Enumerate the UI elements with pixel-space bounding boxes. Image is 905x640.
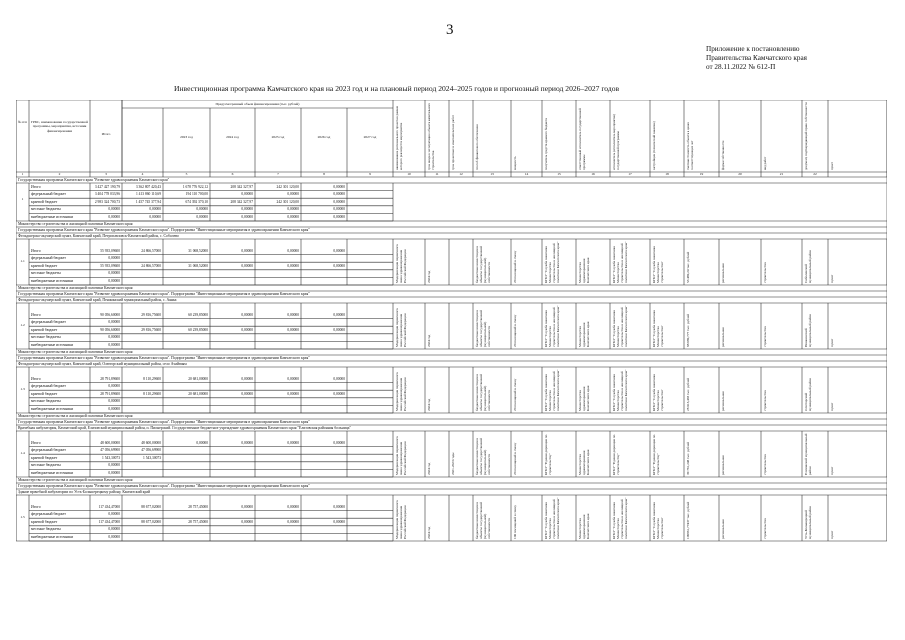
attribute-vertical-text: строительство (763, 262, 767, 283)
amount-value: 55 935,09600 (100, 263, 120, 268)
amount-value: 0,00000 (287, 391, 299, 396)
amount-value: 48 600,00000 (100, 440, 120, 445)
amount-value: 0,00000 (241, 391, 253, 396)
source-label: краевой бюджет (31, 199, 58, 204)
page-number: 3 (446, 22, 454, 38)
amount-value: 28 791,89600 (100, 391, 120, 396)
attribute-vertical-text: региональная (721, 519, 725, 539)
attribute-vertical-text: региональная (721, 327, 725, 347)
amount-value: 0,00000 (241, 440, 253, 445)
amount-value: 60 239,85000 (188, 327, 208, 332)
amount-value: 0,00000 (333, 504, 345, 509)
source-label: федеральный бюджет (31, 192, 66, 197)
row-no: 1.5 (20, 515, 25, 519)
attribute-vertical-text: 2024 год (427, 526, 431, 539)
header-vertical-label: исполнитель (исполнитель мероприятия) государственной программы (612, 114, 621, 170)
attribute-vertical-text: строительство (763, 326, 767, 347)
amount-value: 0,00000 (241, 192, 253, 197)
amount-value: 0,00000 (333, 215, 345, 219)
attribute-vertical-text: бюджетные инвестиции в объекты государственной (муниципальной) собственности (475, 437, 492, 475)
attribute-vertical-text: 88 689,777 тыс. рублей (686, 313, 690, 347)
attribute-vertical-text: пункт (830, 530, 834, 539)
amount-value: 0,00000 (333, 440, 345, 445)
amount-value: 0,00000 (149, 207, 161, 212)
header-vertical-label: срок проектных и изыскательских работ (451, 115, 455, 170)
column-number: 2 (58, 172, 61, 176)
column-number: 20 (738, 172, 742, 176)
amount-value: 0,00000 (333, 376, 345, 381)
header-year: 2026 год (317, 135, 331, 139)
appendix-line: Правительства Камчатского края (706, 54, 807, 62)
amount-value: 117 434,47000 (98, 519, 120, 524)
amount-value: 208 342 327,97 (230, 184, 253, 189)
amount-value: 47 056,69900 (141, 448, 161, 453)
attribute-vertical-text: КГКУ "Единая дирекция по строительству" (652, 434, 661, 475)
source-label: внебюджетные источники (31, 215, 74, 219)
attribute-vertical-text: Модернизация первичного звена здравоохранения Российской Федерации (395, 244, 408, 283)
amount-value: 0,00000 (108, 512, 120, 517)
amount-value: 0,00000 (241, 263, 253, 268)
attribute-vertical-text: Пенжинский муниципальный район (804, 314, 813, 347)
object-title: Фельдшерско-акушерский пункт, Камчатский край, Олюторский муниципальный район, село Ачайваям (18, 361, 187, 366)
amount-value: 28 757,45000 (188, 519, 208, 524)
amount-value: 1 543,30073 (143, 455, 161, 460)
attribute-vertical-text: Соболевский муниципальный район (804, 250, 813, 283)
amount-value: 28 791,89600 (100, 376, 120, 381)
amount-value: 20 681,00000 (188, 376, 208, 381)
amount-value: 0,00000 (287, 519, 299, 524)
amount-value: 0,00000 (108, 335, 120, 340)
attribute-vertical-text: 28 013,493 тыс. рублей (686, 377, 690, 411)
amount-value: 0,00000 (333, 327, 345, 332)
header-vertical-label: застройщик (технический заказчик) (652, 121, 656, 170)
amount-value: 0,00000 (196, 207, 208, 212)
amount-value: 0,00000 (108, 527, 120, 532)
attribute-vertical-text: бюджетные инвестиции в объекты государственной (муниципальной) собственности (475, 245, 492, 283)
amount-value: 3 427 427 190,79 (94, 184, 120, 189)
attribute-vertical-text: 20 посещений в смену (513, 378, 517, 411)
column-number: 12 (459, 172, 463, 176)
amount-value: 0,00000 (149, 215, 161, 219)
attribute-vertical-text: КГКУ "Служба заказчика Министерства строительства и жилищной политики Камчатского края" (544, 241, 561, 283)
subprogram-title: Государственная программа Камчатского края "Развитие здравоохранения Камчатского края". Подпрограмма "Инвестиционные мероприятия в здравоохранении Камчатского края" (18, 227, 310, 232)
attribute-vertical-text: строительство (763, 390, 767, 411)
amount-value: 60 239,85000 (188, 312, 208, 317)
amount-value: 8 110,29600 (143, 376, 161, 381)
amount-value: 29 816,75600 (141, 327, 161, 332)
amount-value: 194 110 700,00 (185, 192, 208, 197)
amount-value: 117 434,47000 (98, 504, 120, 509)
attribute-vertical-text: Модернизация первичного звена здравоохранения Российской Федерации (395, 308, 408, 347)
source-label: федеральный бюджет (31, 384, 66, 389)
attribute-vertical-text: КГКУ "Служба заказчика Министерства строительства и жилищной политики Камчатского края" (544, 369, 561, 411)
attribute-vertical-text: 109961,77437 тыс. рублей (686, 501, 690, 539)
column-number: 7 (277, 172, 279, 176)
source-label: краевой бюджет (31, 327, 58, 332)
amount-value: 0,00000 (241, 312, 253, 317)
object-title: Врачебная амбулатория, Камчатский край, Елизовский муниципальный район, п. Пионерский. Государственное бюджетное учреждение здравоохранения Камчатского края "Елизовская районная больница" (18, 425, 351, 430)
attribute-vertical-text: Министерство здравоохранения Камчатского края (578, 513, 591, 539)
amount-value: 0,00000 (108, 279, 120, 283)
amount-value: 0,00000 (287, 215, 299, 219)
attribute-vertical-text: КГКУ "Единая дирекция по строительству" (544, 434, 553, 475)
header-no: № п/п (18, 120, 27, 124)
attribute-vertical-text: Усть-Большерецкий муниципальный район (804, 506, 813, 539)
column-number: 6 (231, 172, 234, 176)
attribute-vertical-text: КГКУ "Служба заказчика Министерства строительства и жилищной политики Камчатского края" (612, 369, 629, 411)
amount-value: 0,00000 (287, 263, 299, 268)
amount-value: 0,00000 (333, 263, 345, 268)
amount-value: 90 056,60000 (100, 327, 120, 332)
header-vertical-label: ответственный исполнитель государственной программы (578, 108, 587, 170)
object-title: Здание врачебной амбулатории по Усть-Большерецкому району, Камчатский край (18, 489, 151, 494)
amount-value: 47 056,69900 (100, 448, 120, 453)
attribute-vertical-text: 53 469,24 тыс. рублей (686, 251, 690, 283)
amount-value: 28 757,45000 (188, 504, 208, 509)
header-financing-group: Предусмотренный объем финансирования (тыс. рублей) (215, 102, 300, 106)
amount-value: 0,00000 (287, 248, 299, 253)
amount-value: 31 068,52000 (188, 248, 208, 253)
amount-value: 24 866,57000 (141, 248, 161, 253)
attribute-vertical-text: бюджетные инвестиции в объекты государственной (муниципальной) собственности (475, 309, 492, 347)
ministry-label: Министерство строительства и жилищной политики Камчатского края (18, 349, 133, 354)
source-label: Итого (31, 184, 41, 189)
amount-value: 0,00000 (287, 376, 299, 381)
header-vertical-label: документ, подтверждающий право собственности (804, 102, 808, 170)
amount-value: 242 301 120,00 (276, 184, 299, 189)
attribute-vertical-text: КГКУ "Служба заказчика Министерства строительства" (652, 374, 665, 411)
attribute-vertical-text: Елизовский муниципальный район (804, 433, 813, 475)
attribute-vertical-text: 39 761,248 тыс. рублей (686, 441, 690, 475)
attribute-vertical-text: Министерство здравоохранения Камчатского края (578, 321, 591, 347)
column-number: 16 (591, 172, 595, 176)
amount-value: 31 068,52000 (188, 263, 208, 268)
ministry-label: Министерство строительства и жилищной политики Камчатского края (18, 221, 133, 226)
amount-value: 0,00000 (333, 391, 345, 396)
amount-value: 0,00000 (196, 215, 208, 219)
amount-value: 0,00000 (108, 471, 120, 475)
source-label: краевой бюджет (31, 391, 58, 396)
amount-value: 0,00000 (241, 376, 253, 381)
amount-value: 8 110,29600 (143, 391, 161, 396)
amount-value: 0,00000 (241, 215, 253, 219)
subprogram-title: Государственная программа Камчатского края "Развитие здравоохранения Камчатского края". Подпрограмма "Инвестиционные мероприятия в здравоохранении Камчатского края" (18, 483, 310, 488)
attribute-vertical-text: КГКУ "Служба заказчика Министерства строительства" (652, 502, 665, 539)
amount-value: 0,00000 (241, 519, 253, 524)
attribute-vertical-text: КГКУ "Служба заказчика Министерства строительства и жилищной политики Камчатского края" (612, 241, 629, 283)
header-year: 2027 год (363, 135, 377, 139)
appendix-block (706, 45, 807, 72)
amount-value: 0,00000 (287, 312, 299, 317)
ministry-label: Министерство строительства и жилищной политики Камчатского края (18, 285, 133, 290)
column-number: 11 (435, 172, 439, 176)
attribute-vertical-text: 100 посещений в смену (513, 504, 517, 539)
amount-value: 0,00000 (287, 192, 299, 197)
header-vertical-label: пункт (830, 162, 834, 170)
attribute-vertical-text: Министерство здравоохранения Камчатского края (578, 449, 591, 475)
column-number: 17 (628, 172, 632, 176)
header-vertical-label: наименование регионального проекта в рамках которого реализуется мероприятие (395, 105, 404, 170)
amount-value: 0,00000 (287, 440, 299, 445)
source-label: местные бюджеты (31, 527, 61, 532)
amount-value: 0,00000 (108, 535, 120, 539)
source-label: Итого (31, 312, 41, 317)
amount-value: 24 866,57000 (141, 263, 161, 268)
column-number: 4 (141, 172, 144, 176)
attribute-vertical-text: КГКУ "Служба заказчика Министерства строительства" (652, 246, 665, 283)
amount-value: 0,00000 (333, 199, 345, 204)
attribute-vertical-text: региональная (721, 455, 725, 475)
amount-value: 0,00000 (287, 327, 299, 332)
source-label: федеральный бюджет (31, 256, 66, 261)
attribute-vertical-text: 2021-2023 годы (451, 452, 455, 475)
amount-value: 3 362 807 420,43 (135, 184, 161, 189)
amount-value: 88 677,02000 (141, 519, 161, 524)
source-label: внебюджетные источники (31, 343, 74, 347)
amount-value: 0,00000 (241, 504, 253, 509)
amount-value: 0,00000 (108, 399, 120, 404)
source-label: федеральный бюджет (31, 448, 66, 453)
header-vertical-label: форма собственности (721, 140, 725, 170)
amount-value: 1 413 860 110,69 (135, 192, 161, 197)
amount-value: 0,00000 (196, 440, 208, 445)
source-label: краевой бюджет (31, 455, 58, 460)
column-number: 18 (665, 172, 669, 176)
row-no: 1.2 (20, 323, 25, 327)
amount-value: 0,00000 (108, 320, 120, 325)
source-label: краевой бюджет (31, 519, 58, 524)
column-number: 15 (557, 172, 561, 176)
source-label: внебюджетные источники (31, 279, 74, 283)
attribute-vertical-text: Министерство здравоохранения Камчатского края (578, 257, 591, 283)
subprogram-title: Государственная программа Камчатского края "Развитие здравоохранения Камчатского края". Подпрограмма "Инвестиционные мероприятия в здравоохранении Камчатского края" (18, 355, 310, 360)
column-number: 5 (185, 172, 188, 176)
attribute-vertical-text: пункт (830, 338, 834, 347)
attribute-vertical-text: строительство (763, 454, 767, 475)
source-label: федеральный бюджет (31, 320, 66, 325)
attribute-vertical-text: Модернизация первичного звена здравоохранения Российской Федерации (395, 500, 408, 539)
attribute-vertical-text: строительство (763, 518, 767, 539)
header-name: ГРБС, наименование государственной программы, мероприятия, источник финансирования (31, 120, 88, 133)
attribute-vertical-text: пункт (830, 274, 834, 283)
source-label: Итого (31, 248, 41, 253)
attribute-vertical-text: КГКУ "Служба заказчика Министерства строительства и жилищной политики Камчатского края" (544, 497, 561, 539)
attribute-vertical-text: КГКУ "Служба заказчика Министерства строительства и жилищной политики Камчатского края" (612, 497, 629, 539)
header-year: 2023 год (180, 135, 193, 139)
source-label: местные бюджеты (31, 271, 61, 276)
header-vertical-label: вид работ (763, 156, 767, 170)
attribute-vertical-text: КГКУ "Единая дирекция по строительству" (612, 434, 621, 475)
amount-value: 29 816,75600 (141, 312, 161, 317)
column-number: 3 (105, 172, 107, 176)
header-vertical-label: мощность (513, 156, 517, 170)
amount-value: 0,00000 (333, 312, 345, 317)
column-number: 22 (813, 172, 817, 176)
amount-value: 0,00000 (287, 207, 299, 212)
appendix-line: от 28.11.2022 № 612-П (706, 63, 776, 71)
row-no: 1.1 (20, 259, 25, 263)
amount-value: 0,00000 (241, 207, 253, 212)
amount-value: 0,00000 (108, 407, 120, 411)
column-number: 1 (21, 172, 24, 176)
amount-value: 0,00000 (108, 343, 120, 347)
amount-value: 0,00000 (333, 519, 345, 524)
header-vertical-label: срок ввода в эксплуатацию объекта капитального строительства (427, 102, 436, 170)
column-number: 8 (323, 172, 325, 176)
column-number: 13 (490, 172, 494, 176)
header-vertical-label: сметная стоимость объекта в ценах соответствующих лет (686, 122, 695, 170)
amount-value: 20 681,00000 (188, 391, 208, 396)
amount-value: 55 935,09600 (100, 248, 120, 253)
attribute-vertical-text: региональная (721, 263, 725, 283)
header-year: 2025 год (271, 135, 285, 139)
amount-value: 88 677,02000 (141, 504, 161, 509)
header-total: Итого (101, 132, 111, 136)
attribute-vertical-text: 2024 год (427, 270, 431, 283)
attribute-vertical-text: 20 посещений в смену (513, 250, 517, 283)
amount-value: 0,00000 (333, 192, 345, 197)
source-label: внебюджетные источники (31, 535, 74, 539)
header-vertical-label: способ финансового обеспечения (475, 124, 479, 170)
amount-value: 674 392 370,10 (185, 199, 208, 204)
amount-value: 2 983 324 700,73 (94, 199, 120, 204)
attribute-vertical-text: региональная (721, 391, 725, 411)
amount-value: 48 600,00000 (141, 440, 161, 445)
header-year: 2024 год (226, 135, 239, 139)
amount-value: 1 678 776 922,12 (182, 184, 208, 189)
attribute-vertical-text: 2024 год (427, 334, 431, 347)
source-label: Итого (31, 440, 41, 445)
attribute-vertical-text: 2024 год (427, 462, 431, 475)
amount-value: 0,00000 (108, 215, 120, 219)
attribute-vertical-text: пункт (830, 466, 834, 475)
attribute-vertical-text: пункт (830, 402, 834, 411)
amount-value: 1 457 745 377,94 (135, 199, 161, 204)
subprogram-title: Государственная программа Камчатского края "Развитие здравоохранения Камчатского края". Подпрограмма "Инвестиционные мероприятия в здравоохранении Камчатского края" (18, 291, 310, 296)
column-number: 10 (407, 172, 411, 176)
attribute-vertical-text: КГКУ "Служба заказчика Министерства строительства и жилищной политики Камчатского края" (544, 305, 561, 347)
row-no: 1.3 (20, 387, 25, 391)
source-label: краевой бюджет (31, 263, 58, 268)
attribute-vertical-text: КГКУ "Служба заказчика Министерства строительства" (652, 310, 665, 347)
column-number: 14 (524, 172, 529, 176)
amount-value: 0,00000 (333, 207, 345, 212)
header-vertical-label: получатель средств краевого бюджета (544, 118, 548, 170)
source-label: внебюджетные источники (31, 471, 74, 475)
attribute-vertical-text: Модернизация первичного звена здравоохранения Российской Федерации (395, 372, 408, 411)
source-label: местные бюджеты (31, 399, 61, 404)
attribute-vertical-text: бюджетные инвестиции в объекты государственной (муниципальной) собственности (475, 373, 492, 411)
attribute-vertical-text: 20 посещений в смену (513, 314, 517, 347)
amount-value: 208 342 327,97 (230, 199, 253, 204)
attribute-vertical-text: 2024 год (427, 398, 431, 411)
source-label: местные бюджеты (31, 463, 61, 468)
subprogram-title: Государственная программа Камчатского края "Развитие здравоохранения Камчатского края". Подпрограмма "Инвестиционные мероприятия в здравоохранении Камчатского края" (18, 419, 310, 424)
amount-value: 0,00000 (287, 504, 299, 509)
amount-value: 0,00000 (333, 248, 345, 253)
ministry-label: Министерство строительства и жилищной политики Камчатского края (18, 413, 133, 418)
amount-value: 242 301 120,00 (276, 199, 299, 204)
source-label: местные бюджеты (31, 335, 61, 340)
source-label: внебюджетные источники (31, 407, 74, 411)
attribute-vertical-text: Модернизация первичного звена здравоохранения Российской Федерации (395, 436, 408, 475)
amount-value: 0,00000 (108, 207, 120, 212)
row-no: 1.4 (20, 451, 25, 455)
ministry-label: Министерство строительства и жилищной политики Камчатского края (18, 477, 133, 482)
program-title: Государственная программа Камчатского края "Развитие здравоохранения Камчатского края" (18, 177, 170, 182)
object-title: Фельдшерско-акушерский пункт, Камчатский край, Петропавловск-Камчатский район, с. Соболево (18, 233, 179, 238)
document-title: Инвестиционная программа Камчатского края на 2023 год и на плановый период 2024–2025 годов и прогнозный период 2026–2027 годов (174, 84, 620, 93)
amount-value: 0,00000 (108, 463, 120, 468)
attribute-vertical-text: КГКУ "Служба заказчика Министерства строительства и жилищной политики Камчатского края" (612, 305, 629, 347)
source-label: Итого (31, 504, 41, 509)
attribute-vertical-text: Министерство здравоохранения Камчатского края (578, 385, 591, 411)
amount-value: 0,00000 (108, 384, 120, 389)
attribute-vertical-text: бюджетные инвестиции в объекты государственной (муниципальной) собственности (475, 501, 492, 539)
amount-value: 3 404 778 033,96 (94, 192, 120, 197)
column-number: 21 (779, 172, 784, 176)
amount-value: 1 543,30073 (102, 455, 120, 460)
attribute-vertical-text: 20 посещений в смену (513, 442, 517, 475)
column-number: 19 (699, 172, 704, 176)
source-label: местные бюджеты (31, 207, 61, 212)
source-label: федеральный бюджет (31, 512, 66, 517)
investment-table (16, 100, 887, 590)
amount-value: 90 056,60000 (100, 312, 120, 317)
attribute-vertical-text: Олюторский муниципальный район (804, 378, 813, 411)
amount-value: 0,00000 (241, 327, 253, 332)
column-number: 9 (369, 172, 371, 176)
amount-value: 0,00000 (108, 271, 120, 276)
amount-value: 0,00000 (108, 256, 120, 261)
row-no: 1 (21, 197, 24, 201)
object-title: Фельдшерско-акушерский пункт, Камчатский край, Пенжинский муниципальный район, с. Аянка (18, 297, 177, 302)
source-label: Итого (31, 376, 41, 381)
appendix-line: Приложение к постановлению (706, 45, 800, 53)
amount-value: 0,00000 (333, 184, 345, 189)
amount-value: 0,00000 (241, 248, 253, 253)
